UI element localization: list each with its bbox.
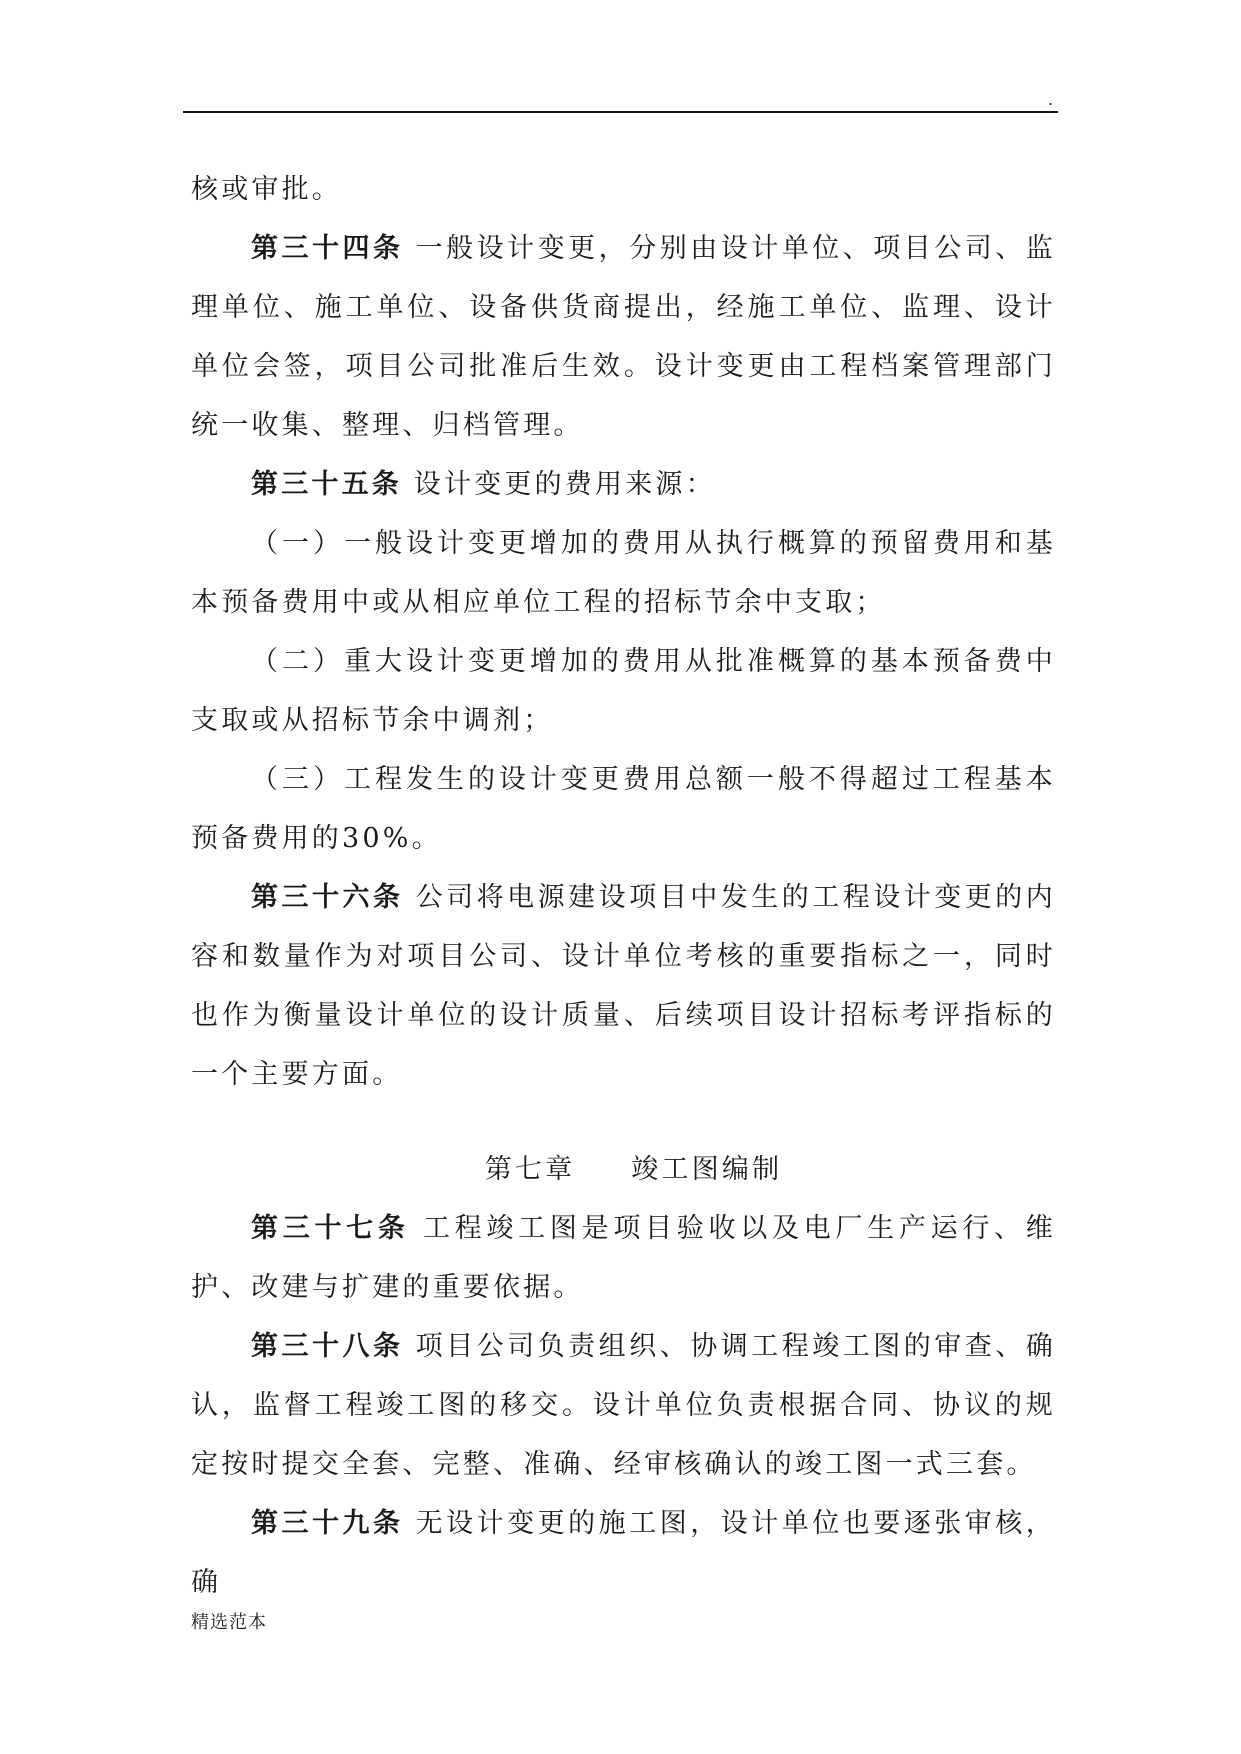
article-34-number: 第三十四条 <box>251 233 404 264</box>
paragraph-continuation: 核或审批。 <box>191 174 342 205</box>
article-36-number: 第三十六条 <box>251 882 404 913</box>
article-37-text: 工程竣工图是项目验收以及电厂生产运行、维护、改建与扩建的重要依据。 <box>191 1213 1056 1303</box>
article-39-number: 第三十九条 <box>251 1508 404 1539</box>
article-34 <box>191 219 1056 455</box>
chapter-title: 竣工图编制 <box>631 1154 783 1185</box>
article-35-item-2: （二）重大设计变更增加的费用从批准概算的基本预备费中支取或从招标节余中调剂； <box>191 646 1056 736</box>
article-38 <box>191 1317 1056 1494</box>
footer-text: 精选范本 <box>191 1612 267 1633</box>
chapter-number: 第七章 <box>484 1154 576 1185</box>
article-34-text: 一般设计变更，分别由设计单位、项目公司、监理单位、施工单位、设备供货商提出，经施工单位、监理、设计单位会签，项目公司批准后生效。设计变更由工程档案管理部门统一收集、整理、归档管理。 <box>191 233 1056 441</box>
article-36-text: 公司将电源建设项目中发生的工程设计变更的内容和数量作为对项目公司、设计单位考核的重要指标之一，同时也作为衡量设计单位的设计质量、后续项目设计招标考评指标的一个主要方面。 <box>191 882 1056 1090</box>
header-mark: . <box>1048 90 1054 109</box>
article-35 <box>191 455 1056 514</box>
article-38-text: 项目公司负责组织、协调工程竣工图的审查、确认，监督工程竣工图的移交。设计单位负责根据合同、协议的规定按时提交全套、完整、准确、经审核确认的竣工图一式三套。 <box>191 1331 1056 1480</box>
article-35-item-3: （三）工程发生的设计变更费用总额一般不得超过工程基本预备费用的30%。 <box>191 764 1056 854</box>
article-35-number: 第三十五条 <box>251 469 402 500</box>
article-37 <box>191 1199 1056 1317</box>
document-body <box>191 160 1056 1612</box>
article-37-number: 第三十七条 <box>251 1213 410 1244</box>
article-38-number: 第三十八条 <box>251 1331 404 1362</box>
article-35-text: 设计变更的费用来源： <box>413 469 716 500</box>
chapter-spacer <box>191 1104 1056 1140</box>
article-36 <box>191 868 1056 1104</box>
header-rule <box>183 111 1058 113</box>
article-39 <box>191 1494 1056 1612</box>
chapter-heading <box>191 1140 1056 1199</box>
article-39-text: 无设计变更的施工图，设计单位也要逐张审核，确 <box>191 1508 1056 1598</box>
article-35-item-1: （一）一般设计变更增加的费用从执行概算的预留费用和基本预备费用中或从相应单位工程的招标节余中支取； <box>191 528 1056 618</box>
